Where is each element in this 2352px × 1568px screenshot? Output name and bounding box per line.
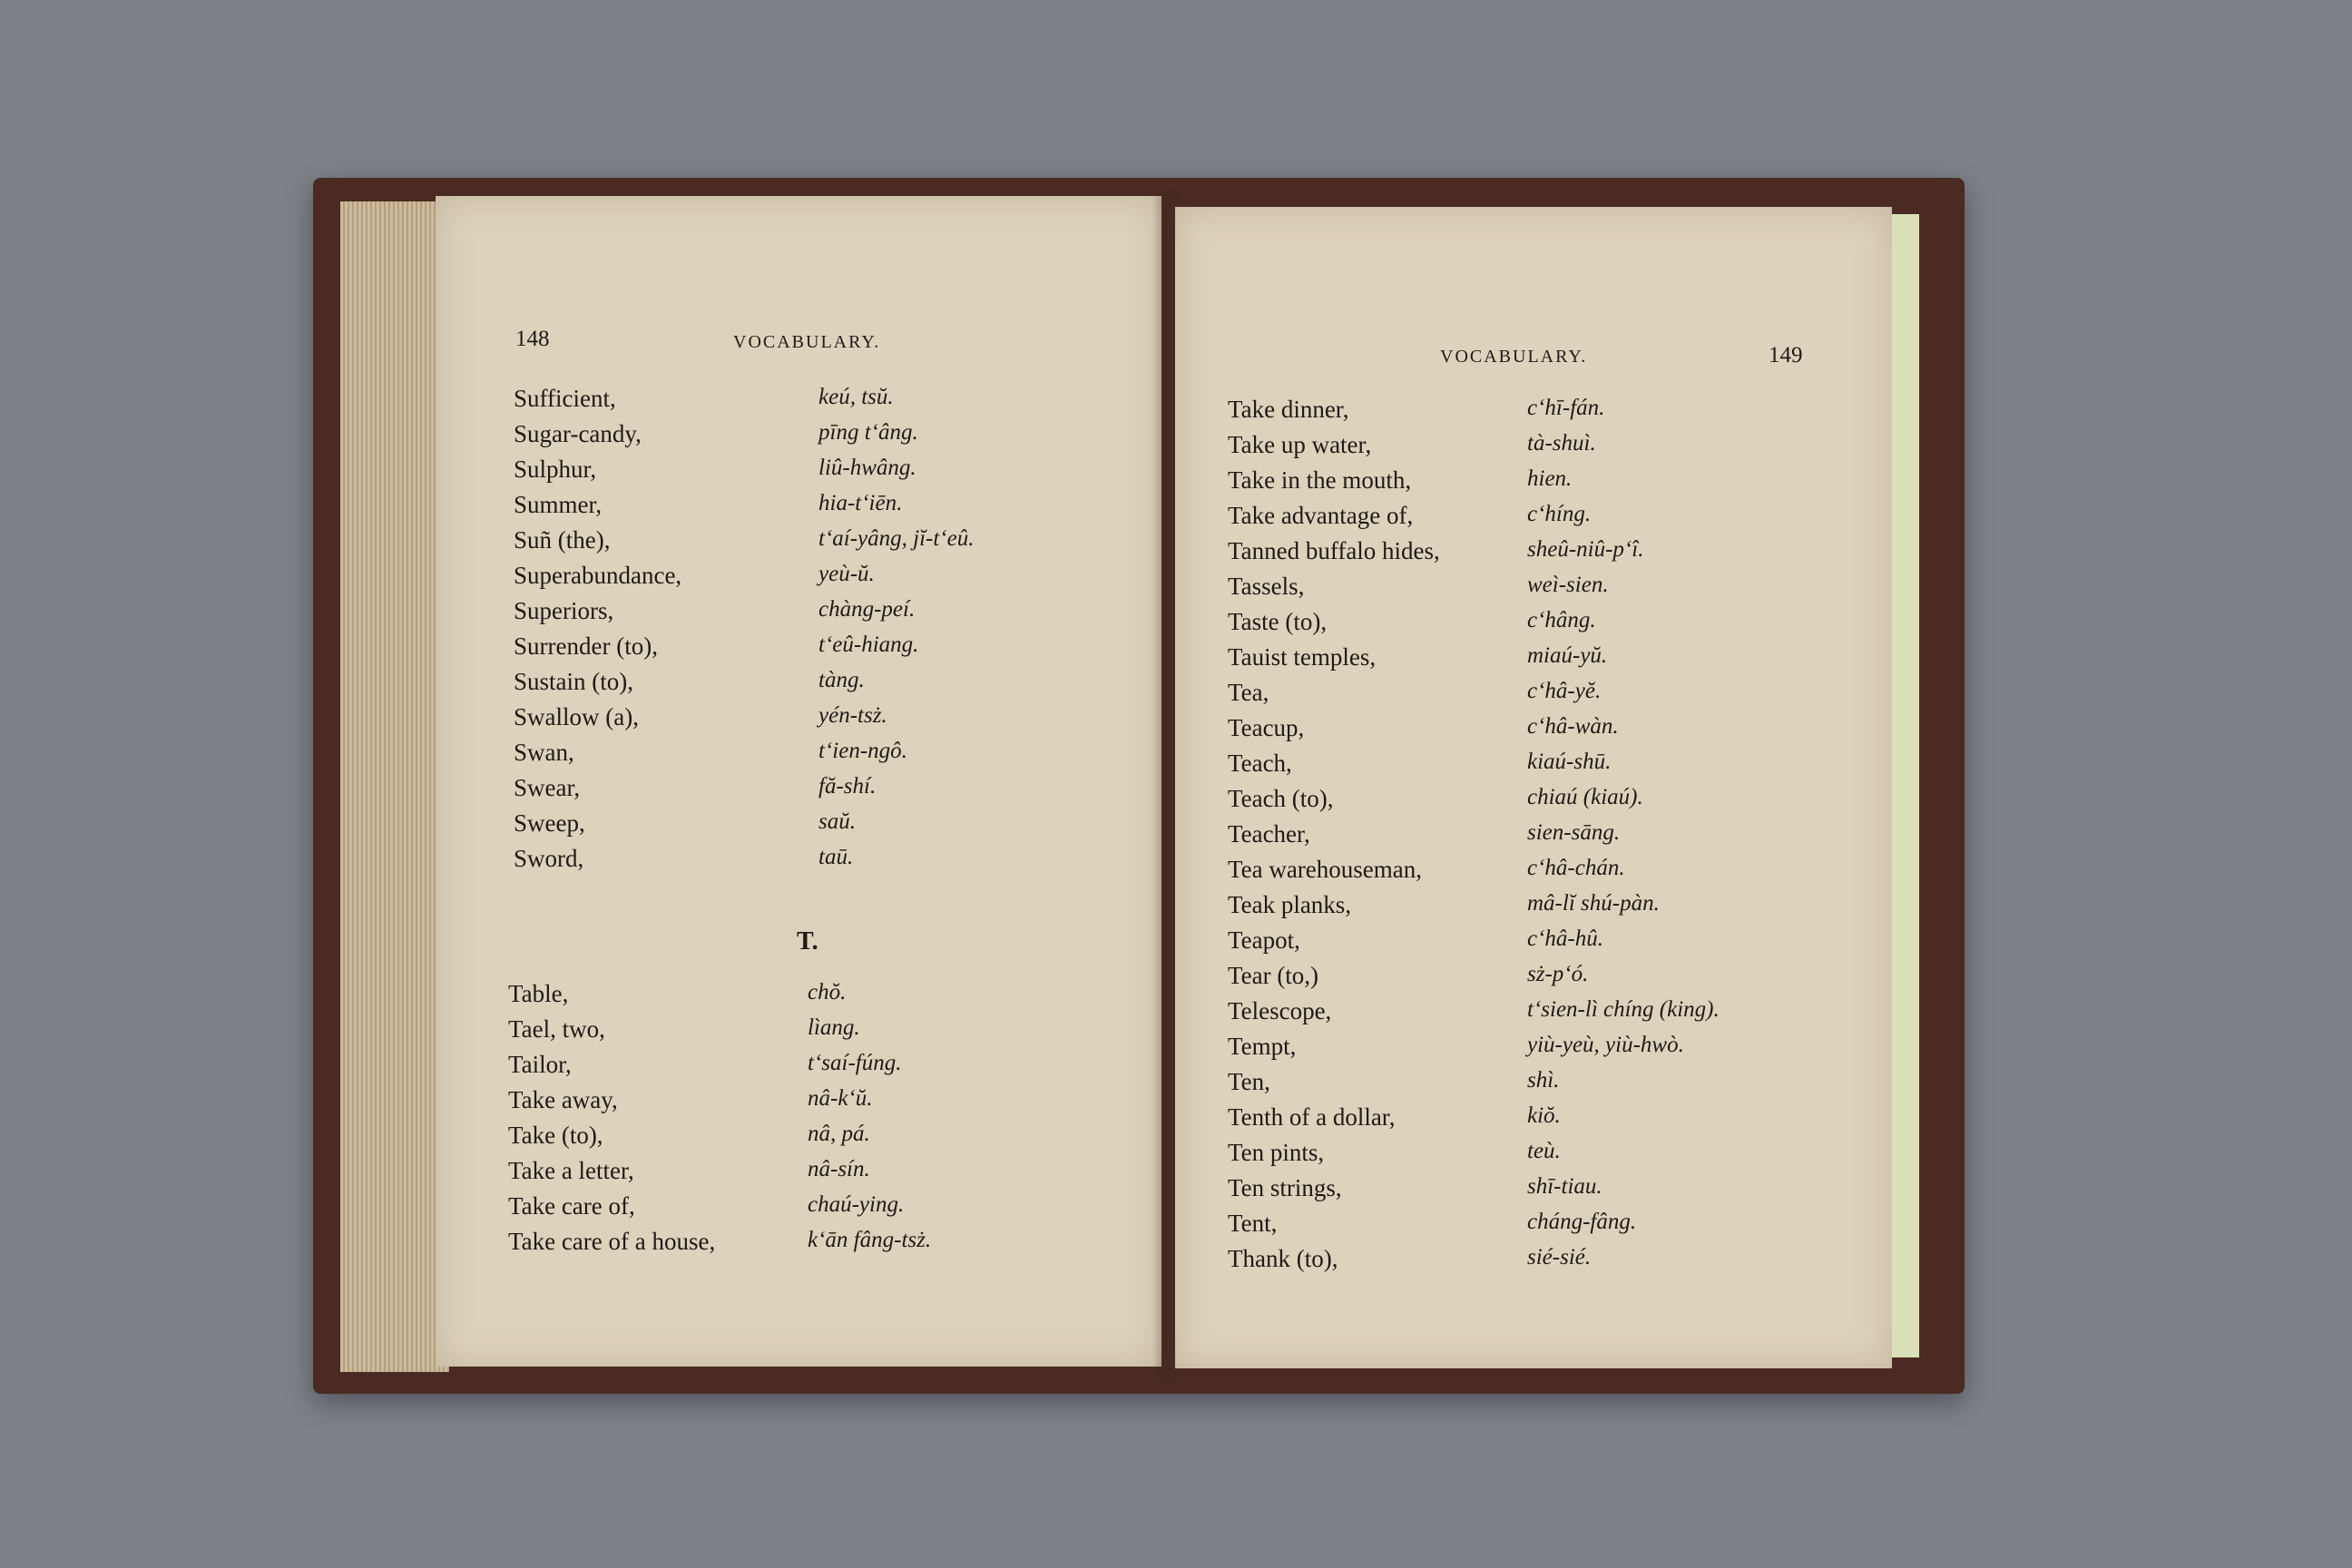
chinese-romanization: chaú-ying.	[808, 1192, 905, 1217]
chinese-romanization: yén-tsż.	[818, 703, 887, 728]
english-term: Take care of,	[508, 1192, 635, 1220]
vocabulary-entry	[1228, 679, 1863, 714]
english-term: Teach (to),	[1228, 785, 1334, 812]
english-term: Sulphur,	[514, 456, 597, 483]
vocabulary-entry	[1228, 785, 1863, 820]
english-term: Tea warehouseman,	[1228, 856, 1423, 883]
vocabulary-entry	[1228, 856, 1863, 891]
vocabulary-entry	[1228, 537, 1863, 573]
chinese-romanization: k‘ān fâng-tsż.	[808, 1228, 932, 1252]
vocabulary-entry	[508, 1086, 1098, 1122]
chinese-romanization: miaú-yŭ.	[1527, 643, 1608, 668]
english-term: Teach,	[1228, 750, 1292, 777]
english-term: Tenth of a dollar,	[1228, 1103, 1396, 1131]
vocabulary-entry	[514, 562, 1103, 597]
chinese-romanization: shī-tiau.	[1527, 1174, 1602, 1199]
chinese-romanization: sheû-niû-p‘î.	[1527, 537, 1644, 562]
vocabulary-entry	[1228, 1210, 1863, 1245]
vocabulary-entry	[1228, 820, 1863, 856]
vocabulary-entry	[1228, 431, 1863, 466]
english-term: Swear,	[514, 774, 581, 801]
vocabulary-entry	[1228, 714, 1863, 750]
english-term: Take up water,	[1228, 431, 1372, 458]
english-term: Teacher,	[1228, 820, 1310, 848]
vocabulary-entry	[514, 456, 1103, 491]
english-term: Take away,	[508, 1086, 618, 1113]
vocabulary-entry	[1228, 608, 1863, 643]
chinese-romanization: tà-shuì.	[1527, 431, 1596, 456]
english-term: Sustain (to),	[514, 668, 633, 695]
chinese-romanization: t‘ien-ngô.	[818, 739, 907, 763]
english-term: Take in the mouth,	[1228, 466, 1412, 494]
chinese-romanization: shì.	[1527, 1068, 1560, 1093]
english-term: Tanned buffalo hides,	[1228, 537, 1440, 564]
chinese-romanization: teù.	[1527, 1139, 1561, 1163]
english-term: Tael, two,	[508, 1015, 605, 1043]
vocabulary-entry	[514, 526, 1103, 562]
english-term: Thank (to),	[1228, 1245, 1338, 1272]
chinese-romanization: t‘eû-hiang.	[818, 632, 919, 657]
vocabulary-entry	[508, 1157, 1098, 1192]
chinese-romanization: chiaú (kiaú).	[1527, 785, 1643, 809]
vocabulary-entry	[1228, 1245, 1863, 1280]
vocabulary-entry	[1228, 643, 1863, 679]
running-head-left: VOCABULARY.	[733, 332, 881, 352]
vocabulary-entry	[508, 1228, 1098, 1263]
vocabulary-entry	[1228, 926, 1863, 962]
chinese-romanization: chŏ.	[808, 980, 847, 1004]
chinese-romanization: c‘hâ-chán.	[1527, 856, 1625, 880]
chinese-romanization: t‘saí-fúng.	[808, 1051, 902, 1075]
vocabulary-entry	[1228, 962, 1863, 997]
chinese-romanization: weì-sien.	[1527, 573, 1609, 597]
chinese-romanization: c‘hâng.	[1527, 608, 1596, 632]
vocabulary-entry	[514, 703, 1103, 739]
vocabulary-entry	[1228, 1139, 1863, 1174]
chinese-romanization: mâ-lĭ shú-pàn.	[1527, 891, 1660, 916]
english-term: Swan,	[514, 739, 574, 766]
chinese-romanization: c‘hī-fán.	[1527, 396, 1605, 420]
vocabulary-entry	[514, 774, 1103, 809]
chinese-romanization: c‘híng.	[1527, 502, 1592, 526]
english-term: Take (to),	[508, 1122, 603, 1149]
english-term: Sword,	[514, 845, 584, 872]
vocabulary-entry	[508, 980, 1098, 1015]
vocabulary-entry	[1228, 997, 1863, 1033]
page-number-right: 149	[1769, 343, 1803, 368]
left-page	[436, 196, 1161, 1367]
english-term: Take care of a house,	[508, 1228, 716, 1255]
chinese-romanization: saŭ.	[818, 809, 856, 834]
english-term: Tea,	[1228, 679, 1269, 706]
chinese-romanization: chàng-peí.	[818, 597, 916, 622]
page-edge-right	[1892, 214, 1919, 1357]
chinese-romanization: taū.	[818, 845, 854, 869]
english-term: Tassels,	[1228, 573, 1305, 600]
english-term: Tempt,	[1228, 1033, 1297, 1060]
english-term: Take advantage of,	[1228, 502, 1414, 529]
chinese-romanization: nâ, pá.	[808, 1122, 870, 1146]
english-term: Sweep,	[514, 809, 585, 837]
vocabulary-entry	[1228, 573, 1863, 608]
chinese-romanization: sié-sié.	[1527, 1245, 1592, 1269]
chinese-romanization: nâ-k‘ŭ.	[808, 1086, 873, 1111]
entry-list-left-bottom	[508, 980, 1098, 1263]
english-term: Ten,	[1228, 1068, 1270, 1095]
vocabulary-entry	[508, 1015, 1098, 1051]
right-page	[1175, 207, 1892, 1368]
english-term: Ten pints,	[1228, 1139, 1325, 1166]
vocabulary-entry	[1228, 1068, 1863, 1103]
vocabulary-entry	[1228, 1174, 1863, 1210]
vocabulary-entry	[1228, 1033, 1863, 1068]
vocabulary-entry	[514, 632, 1103, 668]
page-number-left: 148	[515, 327, 550, 351]
page-edges	[340, 201, 449, 1372]
vocabulary-entry	[508, 1192, 1098, 1228]
english-term: Take a letter,	[508, 1157, 634, 1184]
chinese-romanization: nâ-sín.	[808, 1157, 870, 1181]
chinese-romanization: lìang.	[808, 1015, 860, 1040]
vocabulary-entry	[514, 845, 1103, 880]
chinese-romanization: yeù-ŭ.	[818, 562, 875, 586]
english-term: Swallow (a),	[514, 703, 639, 730]
section-letter: T.	[797, 927, 818, 956]
english-term: Teacup,	[1228, 714, 1305, 741]
chinese-romanization: fă-shí.	[818, 774, 877, 799]
english-term: Superiors,	[514, 597, 614, 624]
vocabulary-entry	[514, 491, 1103, 526]
chinese-romanization: kiŏ.	[1527, 1103, 1561, 1128]
english-term: Taste (to),	[1228, 608, 1328, 635]
vocabulary-entry	[1228, 396, 1863, 431]
entry-list-right	[1228, 396, 1863, 1280]
chinese-romanization: hien.	[1527, 466, 1573, 491]
chinese-romanization: t‘aí-yâng, jĭ-t‘eû.	[818, 526, 975, 551]
english-term: Superabundance,	[514, 562, 682, 589]
entry-list-left-top	[514, 385, 1103, 880]
chinese-romanization: liû-hwâng.	[818, 456, 916, 480]
english-term: Surrender (to),	[514, 632, 658, 660]
chinese-romanization: kiaú-shū.	[1527, 750, 1612, 774]
vocabulary-entry	[1228, 502, 1863, 537]
english-term: Take dinner,	[1228, 396, 1349, 423]
chinese-romanization: c‘hâ-yĕ.	[1527, 679, 1602, 703]
vocabulary-entry	[514, 420, 1103, 456]
vocabulary-entry	[1228, 891, 1863, 926]
chinese-romanization: c‘hâ-wàn.	[1527, 714, 1619, 739]
vocabulary-entry	[514, 809, 1103, 845]
english-term: Sugar-candy,	[514, 420, 642, 447]
running-head-right: VOCABULARY.	[1440, 347, 1588, 367]
vocabulary-entry	[514, 668, 1103, 703]
english-term: Table,	[508, 980, 569, 1007]
english-term: Summer,	[514, 491, 603, 518]
chinese-romanization: c‘hâ-hû.	[1527, 926, 1603, 951]
vocabulary-entry	[508, 1122, 1098, 1157]
chinese-romanization: pīng t‘âng.	[818, 420, 918, 445]
english-term: Tear (to,)	[1228, 962, 1319, 989]
english-term: Teapot,	[1228, 926, 1300, 954]
chinese-romanization: sż-p‘ó.	[1527, 962, 1589, 986]
chinese-romanization: hia-t‘iēn.	[818, 491, 903, 515]
english-term: Tauist temples,	[1228, 643, 1377, 671]
vocabulary-entry	[508, 1051, 1098, 1086]
english-term: Ten strings,	[1228, 1174, 1342, 1201]
chinese-romanization: t‘sien-lì chíng (king).	[1527, 997, 1720, 1022]
english-term: Sufficient,	[514, 385, 616, 412]
chinese-romanization: yiù-yeù, yiù-hwò.	[1527, 1033, 1684, 1057]
english-term: Tent,	[1228, 1210, 1278, 1237]
chinese-romanization: sien-sāng.	[1527, 820, 1621, 845]
chinese-romanization: keú, tsŭ.	[818, 385, 894, 409]
vocabulary-entry	[514, 597, 1103, 632]
english-term: Telescope,	[1228, 997, 1332, 1024]
vocabulary-entry	[1228, 750, 1863, 785]
vocabulary-entry	[514, 739, 1103, 774]
vocabulary-entry	[1228, 466, 1863, 502]
english-term: Suñ (the),	[514, 526, 611, 554]
english-term: Tailor,	[508, 1051, 572, 1078]
vocabulary-entry	[514, 385, 1103, 420]
chinese-romanization: cháng-fâng.	[1527, 1210, 1637, 1234]
english-term: Teak planks,	[1228, 891, 1352, 918]
vocabulary-entry	[1228, 1103, 1863, 1139]
chinese-romanization: tàng.	[818, 668, 865, 692]
